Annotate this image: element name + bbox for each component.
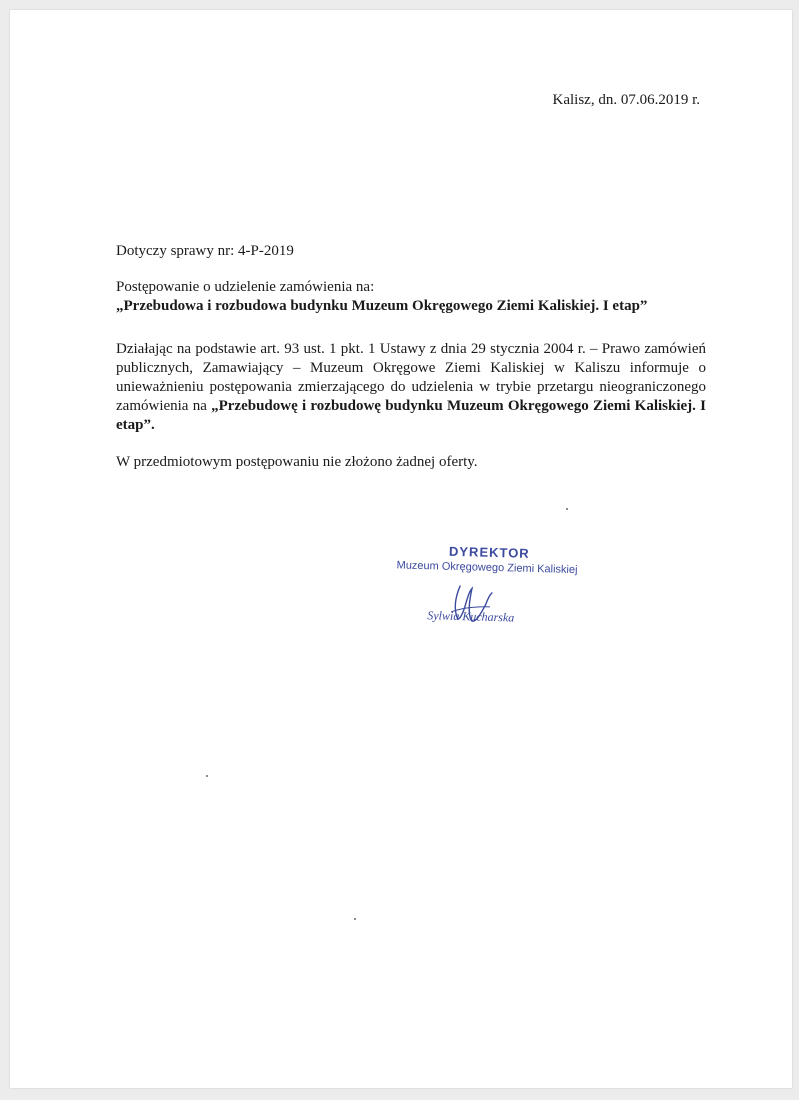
decision-paragraph	[116, 340, 706, 435]
scan-speck	[206, 775, 208, 777]
procurement-intro: Postępowanie o udzielenie zamówienia na:	[116, 279, 375, 295]
procurement-title: „Przebudowa i rozbudowa budynku Muzeum Okręgowego Ziemi Kaliskiej. I etap”	[116, 298, 648, 314]
place-date: Kalisz, dn. 07.06.2019 r.	[552, 92, 700, 108]
stamp-organization: Muzeum Okręgowego Ziemi Kaliskiej	[396, 559, 578, 577]
director-stamp	[395, 542, 597, 637]
stamp-signatory-name: Sylwia Kucharska	[427, 608, 515, 625]
no-offers-note: W przedmiotowym postępowaniu nie złożono żadnej oferty.	[116, 454, 478, 470]
stamp-title: DYREKTOR	[448, 543, 530, 561]
document-page	[10, 10, 792, 1088]
procurement-section	[116, 278, 706, 316]
decision-bold-title: „Przebudowę i rozbudowę budynku Muzeum Okręgowego Ziemi Kaliskiej. I etap”.	[116, 398, 706, 433]
decision-text: Działając na podstawie art. 93 ust. 1 pkt. 1 Ustawy z dnia 29 stycznia 2004 r. – Prawo zamówień publicznych, Zamawiający – Muzeum Okręgowe Ziemi Kaliskiej w Kaliszu informuje o unieważnieniu postępowania zmierzającego do udzielenia w trybie przetargu nieograniczonego zamówienia na	[116, 341, 706, 414]
case-reference: Dotyczy sprawy nr: 4-P-2019	[116, 243, 294, 259]
scan-speck	[354, 918, 356, 920]
scan-speck	[566, 508, 568, 510]
